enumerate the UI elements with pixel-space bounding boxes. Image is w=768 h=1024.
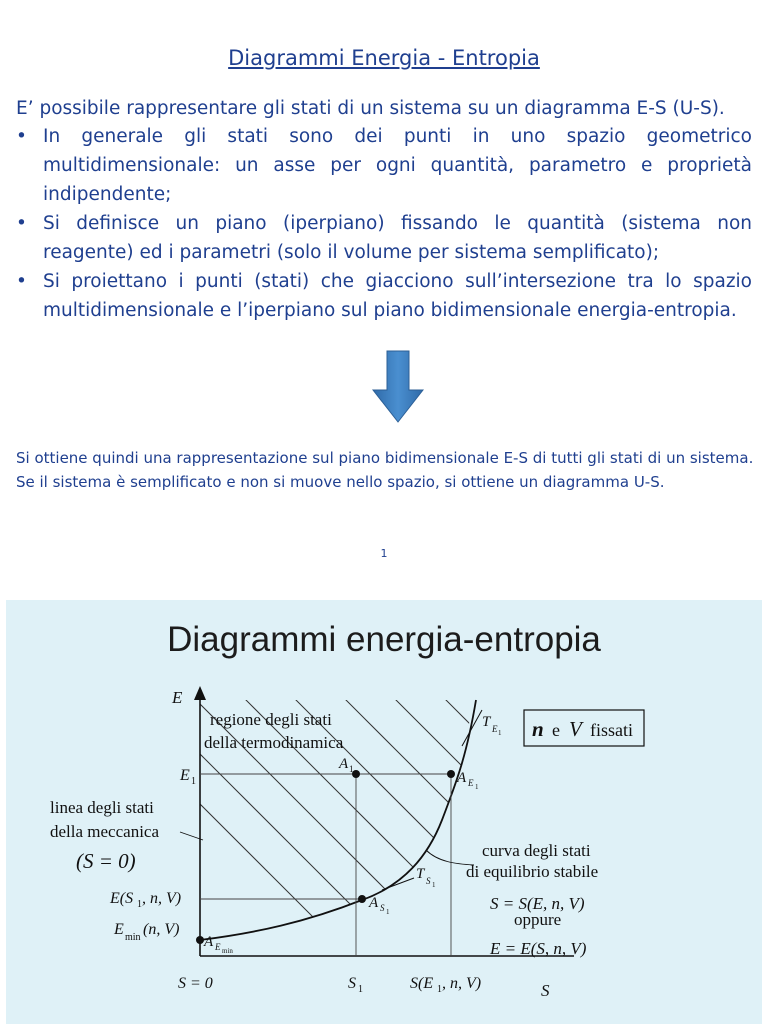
s1-sub: 1 — [358, 984, 363, 995]
intro-text: E’ possibile rappresentare gli stati di un sistema su un diagramma E-S (U-S). — [16, 98, 725, 119]
axis-s-label: S — [541, 981, 550, 1000]
fixed-text: fissati — [590, 720, 633, 740]
point-ae1 — [447, 770, 455, 778]
curve-label: di equilibrio stabile — [466, 862, 599, 881]
ae1-sub: E — [468, 778, 474, 788]
mechanics-label: della meccanica — [50, 822, 160, 841]
s0-label: S = 0 — [178, 975, 213, 992]
ts1-label: T — [416, 866, 425, 882]
se1-label: S(E — [410, 975, 434, 992]
aemin-sub: E — [215, 942, 221, 952]
emin-label: E — [114, 921, 124, 938]
hatched-region — [106, 600, 556, 1024]
as1-subsub: 1 — [386, 908, 390, 916]
bullet-icon: • — [16, 271, 27, 292]
conclusion-line: Se il sistema è semplificato e non si muove nello spazio, si ottiene un diagramma U-S. — [16, 473, 665, 491]
bullet-list — [16, 122, 752, 325]
ts1-sub: S — [426, 876, 431, 886]
bullet-item — [16, 267, 752, 325]
te1-subsub: 1 — [498, 729, 502, 737]
e1-label: E — [180, 767, 190, 784]
se1-sub: 1 — [437, 984, 442, 995]
point-aemin — [196, 936, 204, 944]
e-axis-arrow-icon — [194, 686, 206, 700]
oppure-label: oppure — [514, 910, 562, 929]
region-label: della termodinamica — [204, 733, 344, 752]
bullet-text: Si definisce un piano (iperpiano) fissando le quantità (sistema non reagente) ed i parametri (solo il volume per sistema semplificato); — [43, 213, 752, 263]
equation-e: E = E(S, n, V) — [490, 939, 587, 958]
aemin-label: A — [204, 934, 214, 950]
slide-2 — [6, 600, 762, 1024]
curve-label: curva degli stati — [482, 841, 591, 860]
conclusion-line: Si ottiene quindi una rappresentazione sul piano bidimensionale E-S di tutti gli stati di un sistema. — [16, 449, 754, 467]
bullet-icon: • — [16, 213, 27, 234]
energy-entropy-diagram — [6, 600, 762, 1024]
fixed-v: V — [569, 717, 582, 741]
equation-s: S = S(E, n, V) — [490, 894, 585, 913]
aemin-subsub: min — [222, 947, 233, 955]
region-label: regione degli stati — [210, 710, 332, 729]
page-number: 1 — [380, 547, 388, 560]
conclusion-text — [16, 446, 756, 494]
tangent-te1 — [462, 710, 482, 746]
bullet-item — [16, 122, 752, 209]
a1-label: A — [339, 756, 349, 772]
te1-sub: E — [492, 724, 498, 734]
e1-sub: 1 — [191, 776, 196, 787]
es1-label: E(S — [110, 890, 134, 907]
mechanics-label: linea degli stati — [50, 798, 154, 817]
down-arrow-icon — [372, 350, 424, 424]
bullet-item — [16, 209, 752, 267]
emin-sub: min — [125, 932, 141, 943]
bullet-icon: • — [16, 126, 27, 147]
s1-label: S — [348, 975, 356, 992]
ts1-subsub: 1 — [432, 881, 436, 889]
point-as1 — [358, 895, 366, 903]
a1-sub: 1 — [349, 764, 354, 774]
ae1-label: A — [457, 770, 467, 786]
te1-label: T — [482, 714, 491, 730]
es1-rest: , n, V) — [142, 890, 182, 907]
bullet-text: In generale gli stati sono dei punti in uno spazio geometrico multidimensionale: un asse per ogni quantità, parametro e proprietà indipendente; — [43, 126, 752, 205]
axis-e-label: E — [172, 688, 183, 707]
ae1-subsub: 1 — [475, 783, 479, 791]
projection-lines — [200, 774, 451, 956]
bullet-text: Si proiettano i punti (stati) che giacciono sull’intersezione tra lo spazio multidimensionale e l’iperpiano sul piano bidimensionale energia-entropia. — [43, 271, 752, 321]
es1-sub: 1 — [137, 899, 142, 910]
slide-title: Diagrammi Energia - Entropia — [228, 46, 540, 70]
emin-rest: (n, V) — [143, 921, 180, 938]
se1-rest: , n, V) — [442, 975, 482, 992]
fixed-e: e — [552, 720, 560, 740]
as1-label: A — [369, 895, 379, 911]
as1-sub: S — [380, 903, 385, 913]
fixed-n: n — [532, 717, 544, 741]
s-zero-label: (S = 0) — [76, 849, 136, 873]
slide-title: Diagrammi energia-entropia — [167, 620, 601, 659]
